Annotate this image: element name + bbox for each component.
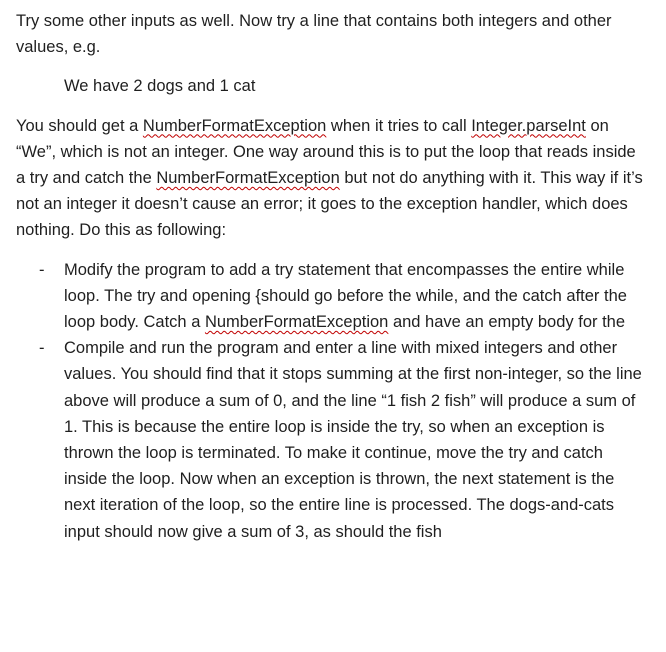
explanation-text-4: but not do anything with it. This way if it’s not an integer it doesn’t cause an error; it goes to the exception handler, which does nothing. Do this as following: — [16, 169, 643, 240]
list-item-text-2: and have an empty body for the — [388, 313, 626, 332]
spellcheck-word-parseint: Integer.parseInt — [471, 116, 586, 135]
list-item-modify-program — [16, 257, 646, 336]
list-item-text: Compile and run the program and enter a line with mixed integers and other values. You should find that it stops summing at the first non-integer, so the line above will produce a sum of 0, and the line “1 fish 2 fish” will produce a sum of 1. This is because the entire loop is inside the try, so when an exception is thrown the loop is terminated. To make it continue, move the try and catch inside the loop. Now when an exception is thrown, the next statement is the next iteration of the loop, so the entire line is processed. The dogs-and-cats input should now give a sum of 3, as should the fish — [64, 339, 642, 541]
list-item-compile-run — [16, 335, 646, 545]
example-input-line: We have 2 dogs and 1 cat — [64, 77, 256, 96]
intro-paragraph: Try some other inputs as well. Now try a line that contains both integers and other values, e.g. — [16, 12, 612, 57]
explanation-text-2: when it tries to call — [326, 116, 472, 135]
spellcheck-word-numberformatexception-2: NumberFormatException — [156, 169, 340, 188]
spellcheck-word-numberformatexception-3: NumberFormatException — [204, 313, 389, 332]
spellcheck-word-numberformatexception: NumberFormatException — [142, 116, 327, 135]
explanation-text-3: on “We”, which is not an integer. One way around this is to put the loop that reads inside a try and catch the — [16, 116, 636, 188]
steps-list — [16, 257, 646, 545]
list-item-text-1: Modify the program to add a try statement that encompasses the entire while loop. The try and opening {should go before the while, and the catch after the loop body. Catch a — [64, 260, 627, 332]
list-dash-marker: - — [39, 339, 45, 358]
explanation-text-1: You should get a — [16, 116, 143, 135]
list-dash-marker: - — [39, 260, 45, 279]
explanation-paragraph — [16, 113, 646, 244]
